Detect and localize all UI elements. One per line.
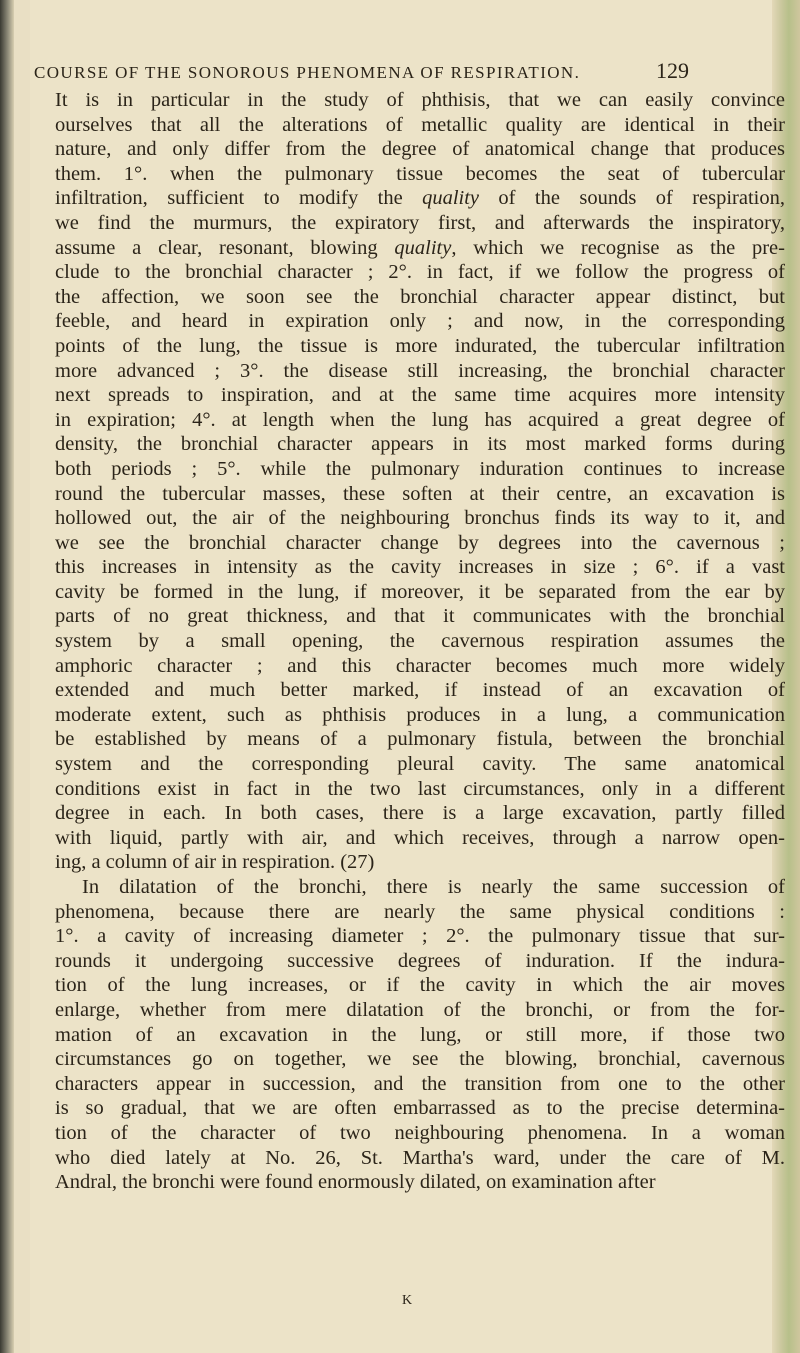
- text-line: conditions exist in fact in the two last circumstances, only in a different: [55, 777, 785, 800]
- text-line: phenomena, because there are nearly the same physical conditions :: [55, 900, 785, 923]
- text-line: round the tubercular masses, these soften at their centre, an excavation is: [55, 482, 785, 505]
- text-line: cavity be formed in the lung, if moreover, it be separated from the ear by: [55, 580, 785, 603]
- text-line: Andral, the bronchi were found enormously dilated, on examination after: [55, 1171, 656, 1194]
- body-text: [55, 88, 785, 1195]
- book-binding-edge: [0, 0, 14, 1353]
- text-line: the affection, we soon see the bronchial character appear distinct, but: [55, 285, 785, 308]
- text-line: feeble, and heard in expiration only ; and now, in the corresponding: [55, 310, 785, 333]
- page-number: 129: [656, 58, 689, 83]
- text-line: circumstances go on together, we see the blowing, bronchial, cavernous: [55, 1048, 785, 1071]
- text-line: ourselves that all the alterations of metallic quality are identical in their: [55, 113, 785, 136]
- text-line: hollowed out, the air of the neighbouring bronchus finds its way to it, and: [55, 507, 785, 530]
- text-line: be established by means of a pulmonary fistula, between the bronchial: [55, 728, 785, 751]
- text-line: more advanced ; 3°. the disease still increasing, the bronchial character: [55, 359, 785, 382]
- text-line: system and the corresponding pleural cavity. The same anatomical: [55, 753, 785, 776]
- running-head-title: COURSE OF THE SONOROUS PHENOMENA OF RESPIRATION.: [34, 63, 581, 82]
- text-line: characters appear in succession, and the transition from one to the other: [55, 1072, 785, 1095]
- text-line: ing, a column of air in respiration. (27): [55, 851, 375, 874]
- text-line: In dilatation of the bronchi, there is nearly the same succession of: [82, 876, 785, 898]
- text-line: parts of no great thickness, and that it communicates with the bronchial: [55, 605, 785, 628]
- text-line: is so gradual, that we are often embarrassed as to the precise determina-: [55, 1097, 785, 1120]
- text-line: this increases in intensity as the cavity increases in size ; 6°. if a vast: [55, 556, 785, 579]
- text-line: tion of the lung increases, or if the cavity in which the air moves: [55, 974, 785, 997]
- text-line: who died lately at No. 26, St. Martha's ward, under the care of M.: [55, 1146, 785, 1169]
- text-line: 1°. a cavity of increasing diameter ; 2°. the pulmonary tissue that sur-: [55, 925, 785, 948]
- text-line: points of the lung, the tissue is more indurated, the tubercular infiltration: [55, 334, 785, 357]
- text-line: assume a clear, resonant, blowing quality, which we recognise as the pre-: [55, 236, 785, 259]
- text-line: next spreads to inspiration, and at the same time acquires more intensity: [55, 384, 785, 407]
- book-page: [30, 0, 785, 1353]
- text-line: It is in particular in the study of phthisis, that we can easily convince: [55, 89, 785, 111]
- text-line: tion of the character of two neighbouring phenomena. In a woman: [55, 1121, 785, 1144]
- text-line: we find the murmurs, the expiratory first, and afterwards the inspiratory,: [55, 211, 785, 234]
- text-line: mation of an excavation in the lung, or still more, if those two: [55, 1023, 785, 1046]
- text-line: in expiration; 4°. at length when the lung has acquired a great degree of: [55, 408, 785, 431]
- text-line: degree in each. In both cases, there is a large excavation, partly filled: [55, 802, 785, 825]
- text-line: with liquid, partly with air, and which receives, through a narrow open-: [55, 826, 785, 849]
- text-line: them. 1°. when the pulmonary tissue becomes the seat of tubercular: [55, 162, 785, 185]
- text-line: we see the bronchial character change by degrees into the cavernous ;: [55, 531, 785, 554]
- text-line: moderate extent, such as phthisis produces in a lung, a communication: [55, 703, 785, 726]
- running-head: [34, 58, 689, 84]
- text-line: density, the bronchial character appears in its most marked forms during: [55, 433, 785, 456]
- signature-mark: K: [402, 1293, 414, 1308]
- text-line: infiltration, sufficient to modify the quality of the sounds of respiration,: [55, 187, 785, 210]
- text-line: extended and much better marked, if instead of an excavation of: [55, 679, 785, 702]
- text-line: clude to the bronchial character ; 2°. in fact, if we follow the progress of: [55, 261, 785, 284]
- text-line: enlarge, whether from mere dilatation of the bronchi, or from the for-: [55, 998, 785, 1021]
- text-line: rounds it undergoing successive degrees of induration. If the indura-: [55, 949, 785, 972]
- text-line: system by a small opening, the cavernous respiration assumes the: [55, 630, 785, 653]
- text-line: both periods ; 5°. while the pulmonary induration continues to increase: [55, 457, 785, 480]
- text-line: nature, and only differ from the degree of anatomical change that produces: [55, 138, 785, 161]
- text-line: amphoric character ; and this character becomes much more widely: [55, 654, 785, 677]
